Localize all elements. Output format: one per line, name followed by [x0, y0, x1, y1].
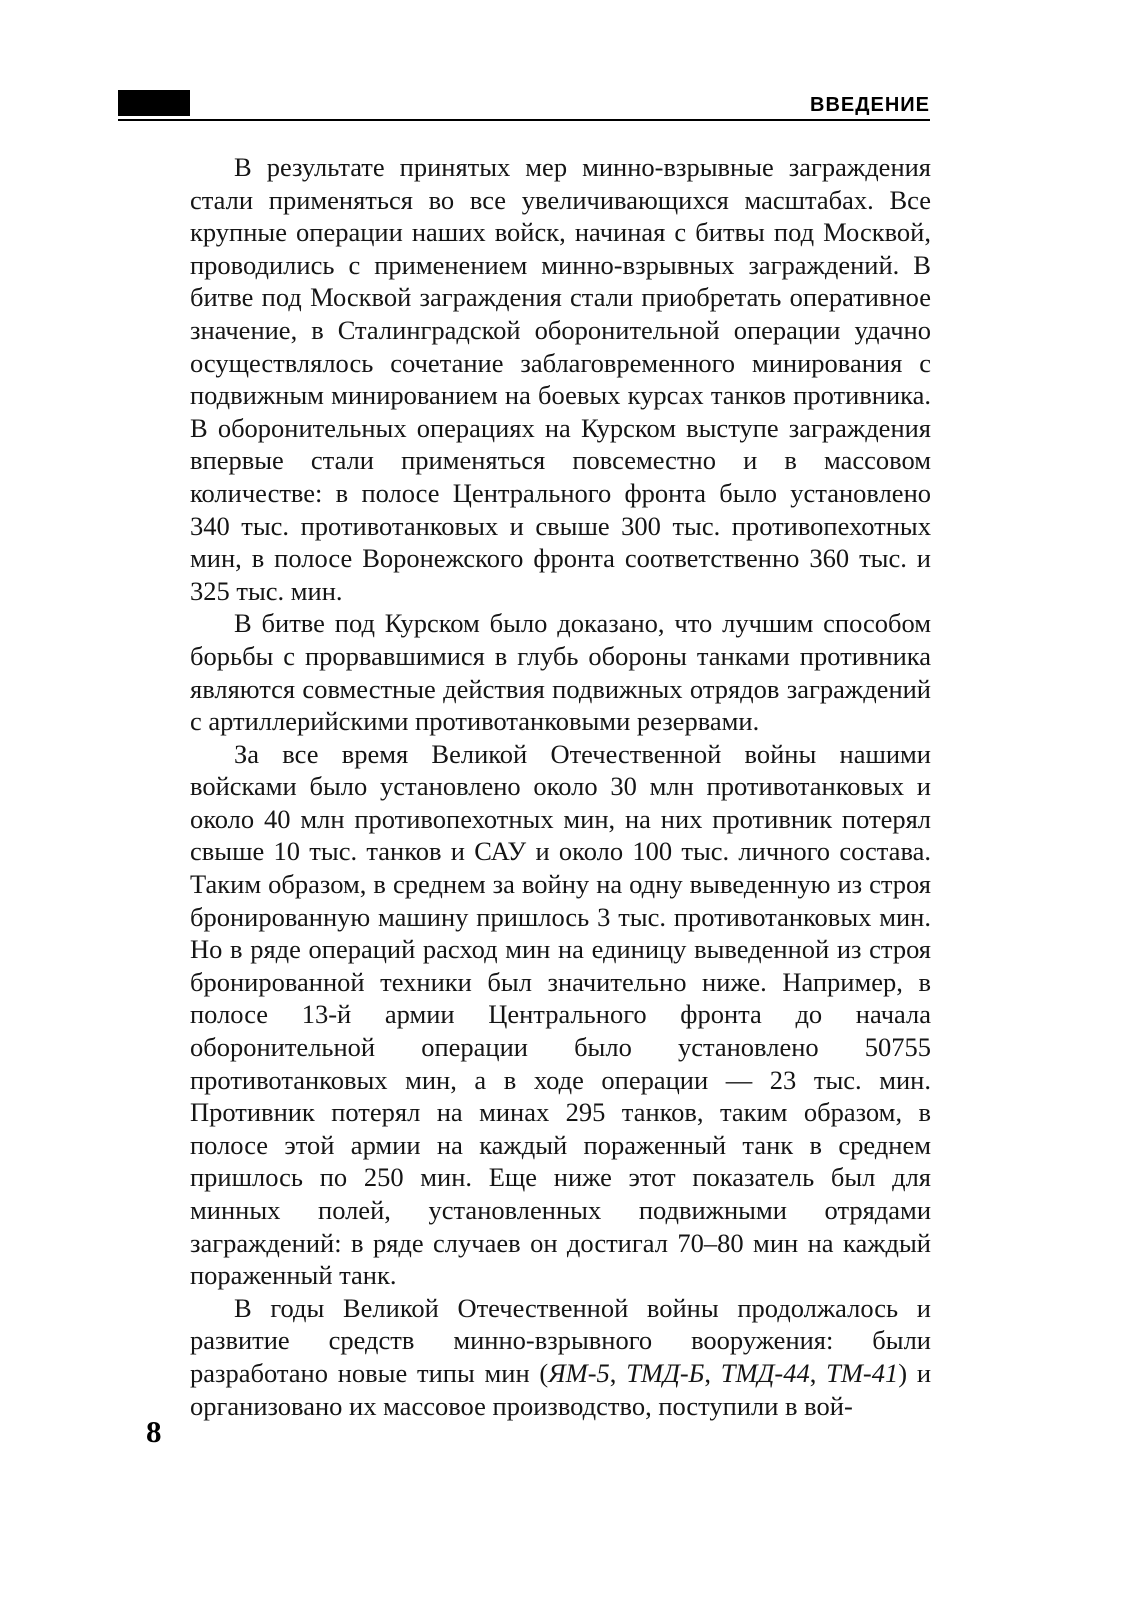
page-number: 8: [146, 1414, 162, 1449]
paragraph-2: В битве под Курском было доказано, что лучшим способом борьбы с прорвавшимися в глубь обороны танками противника являются совместные действия подвижных отрядов заграждений с артиллерийскими противотанковыми резервами.: [190, 608, 931, 737]
chapter-header-title: ВВЕДЕНИЕ: [810, 94, 930, 116]
header-black-bar: [118, 90, 190, 116]
paragraph-1: В результате принятых мер минно-взрывные заграждения стали применяться во все увеличивающихся масштабах. Все крупные операции наших войск, начиная с битвы под Москвой, проводились с применением минно-взрывных заграждений. В битве под Москвой заграждения стали приобретать оперативное значение, в Сталинградской оборонительной операции удачно осуществлялось сочетание заблаговременного минирования с подвижным минированием на боевых курсах танков противника. В оборонительных операциях на Курском выступе заграждения впервые стали применяться повсеместно и в массовом количестве: в полосе Центрального фронта было установлено 340 тыс. противотанковых и свыше 300 тыс. противопехотных мин, в полосе Воронежского фронта соответственно 360 тыс. и 325 тыс. мин.: [190, 152, 931, 606]
paragraph-4: В годы Великой Отечественной войны продолжалось и развитие средств минно-взрывного вооружения: были разработано новые типы мин (ЯМ-5, ТМД-Б, ТМД-44, ТМ-41) и организовано их массовое производство, поступили в вой-: [190, 1292, 932, 1421]
body-text-block: [190, 151, 931, 1422]
header-rule: [118, 119, 930, 121]
paragraph-3: За все время Великой Отечественной войны нашими войсками было установлено около 30 млн противотанковых и около 40 млн противопехотных мин, на них противник потерял свыше 10 тыс. танков и САУ и около 100 тыс. личного состава. Таким образом, в среднем за войну на одну выведенную из строя бронированную машину пришлось 3 тыс. противотанковых мин. Но в ряде операций расход мин на единицу выведенной из строя бронированной техники был значительно ниже. Например, в полосе 13-й армии Центрального фронта до начала оборонительной операции было установлено 50755 противотанковых мин, а в ходе операции — 23 тыс. мин. Противник потерял на минах 295 танков, таким образом, в полосе этой армии на каждый пораженный танк в среднем пришлось по 250 мин. Еще ниже этот показатель был для минных полей, установленных подвижными отрядами заграждений: в ряде случаев он достигал 70–80 мин на каждый пораженный танк.: [190, 738, 931, 1291]
